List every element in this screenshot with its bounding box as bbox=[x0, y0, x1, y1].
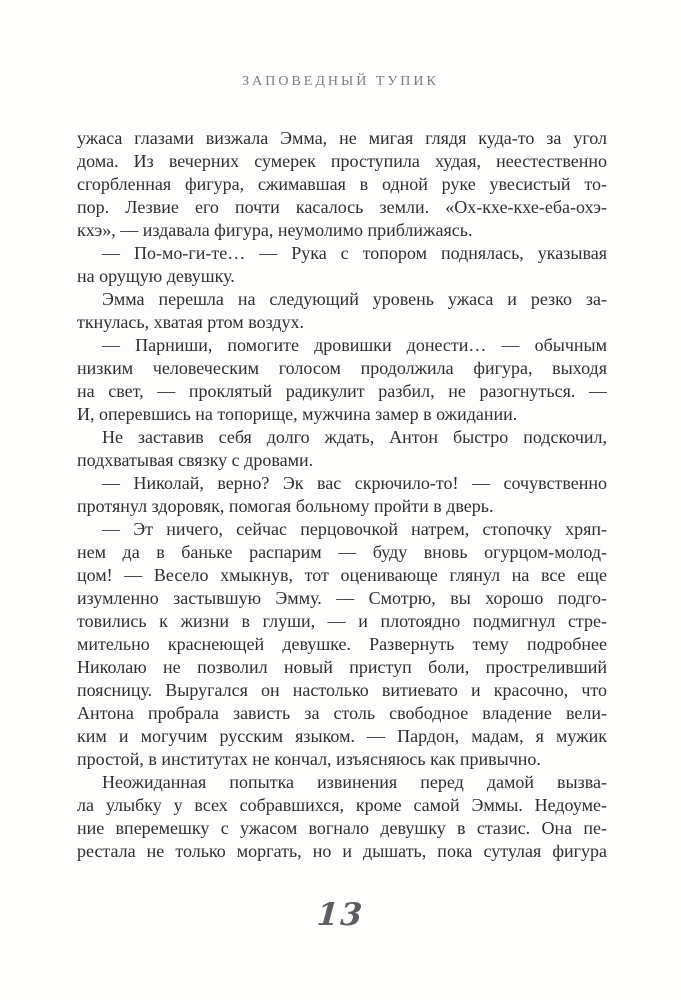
text-line: на свет, — проклятый радикулит разбил, не разогнуться. — bbox=[77, 381, 607, 401]
text-line: Николаю не позволил новый приступ боли, простреливший bbox=[77, 657, 607, 677]
running-header: ЗАПОВЕДНЫЙ ТУПИК bbox=[242, 74, 439, 89]
text-line: сгорбленная фигура, сжимавшая в одной руке увесистый то- bbox=[77, 174, 607, 194]
paragraph bbox=[77, 127, 607, 242]
text-line: мительно краснеющей девушке. Развернуть тему подробнее bbox=[77, 634, 607, 654]
paragraph bbox=[77, 334, 607, 426]
paragraph bbox=[77, 771, 607, 863]
paragraph bbox=[77, 472, 607, 518]
text-line: простой, в институтах не кончал, изъясняюсь как привычно. bbox=[77, 749, 541, 769]
paragraph bbox=[77, 242, 607, 288]
paragraph bbox=[77, 426, 607, 472]
text-line: — По-мо-ги-те… — Рука с топором поднялась, указывая bbox=[102, 243, 607, 263]
text-line: ужаса глазами визжала Эмма, не мигая глядя куда-то за угол bbox=[77, 128, 607, 148]
text-line: ние вперемешку с ужасом вогнало девушку в стазис. Она пе- bbox=[77, 818, 607, 838]
text-line: ким и могучим русским языком. — Пардон, мадам, я мужик bbox=[77, 726, 607, 746]
text-line: на орущую девушку. bbox=[77, 266, 235, 286]
text-line: низким человеческим голосом продолжила фигура, выходя bbox=[77, 358, 607, 378]
body-text bbox=[77, 127, 607, 863]
text-line: ткнулась, хватая ртом воздух. bbox=[77, 312, 305, 332]
text-line: Неожиданная попытка извинения перед дамой вызва- bbox=[102, 772, 607, 792]
text-line: дома. Из вечерних сумерек проступила худая, неестественно bbox=[77, 151, 607, 171]
paragraph bbox=[77, 518, 607, 771]
text-line: товились к жизни в глуши, — и плотоядно подмигнул стре- bbox=[77, 611, 607, 631]
text-line: пор. Лезвие его почти касалось земли. «Ох-кхе-кхе-еба-охэ- bbox=[77, 197, 607, 217]
paragraph bbox=[77, 288, 607, 334]
text-line: Антона пробрала зависть за столь свободное владение вели- bbox=[77, 703, 607, 723]
text-line: ла улыбку у всех собравшихся, кроме самой Эммы. Недоуме- bbox=[77, 795, 607, 815]
text-line: — Эт ничего, сейчас перцовочкой натрем, стопочку хряп- bbox=[102, 519, 607, 539]
text-line: И, оперевшись на топорище, мужчина замер в ожидании. bbox=[77, 404, 518, 424]
text-line: кхэ», — издавала фигура, неумолимо приближаясь. bbox=[77, 220, 473, 240]
text-line: изумленно застывшую Эмму. — Смотрю, вы хорошо подго- bbox=[77, 588, 607, 608]
text-line: нем да в баньке распарим — буду вновь огурцом-молод- bbox=[77, 542, 607, 562]
text-line: протянул здоровяк, помогая больному пройти в дверь. bbox=[77, 496, 494, 516]
page-number: 13 bbox=[315, 897, 366, 933]
text-line: поясницу. Выругался он настолько витиевато и красочно, что bbox=[77, 680, 607, 700]
text-line: — Парниши, помогите дровишки донести… — обычным bbox=[102, 335, 607, 355]
text-line: — Николай, верно? Эк вас скрючило-то! — сочувственно bbox=[102, 473, 607, 493]
text-line: Не заставив себя долго ждать, Антон быстро подскочил, bbox=[102, 427, 607, 447]
text-line: Эмма перешла на следующий уровень ужаса и резко за- bbox=[102, 289, 607, 309]
text-line: рестала не только моргать, но и дышать, пока сутулая фигура bbox=[77, 841, 607, 861]
text-line: цом! — Весело хмыкнув, тот оценивающе глянул на все еще bbox=[77, 565, 607, 585]
text-line: подхватывая связку с дровами. bbox=[77, 450, 314, 470]
